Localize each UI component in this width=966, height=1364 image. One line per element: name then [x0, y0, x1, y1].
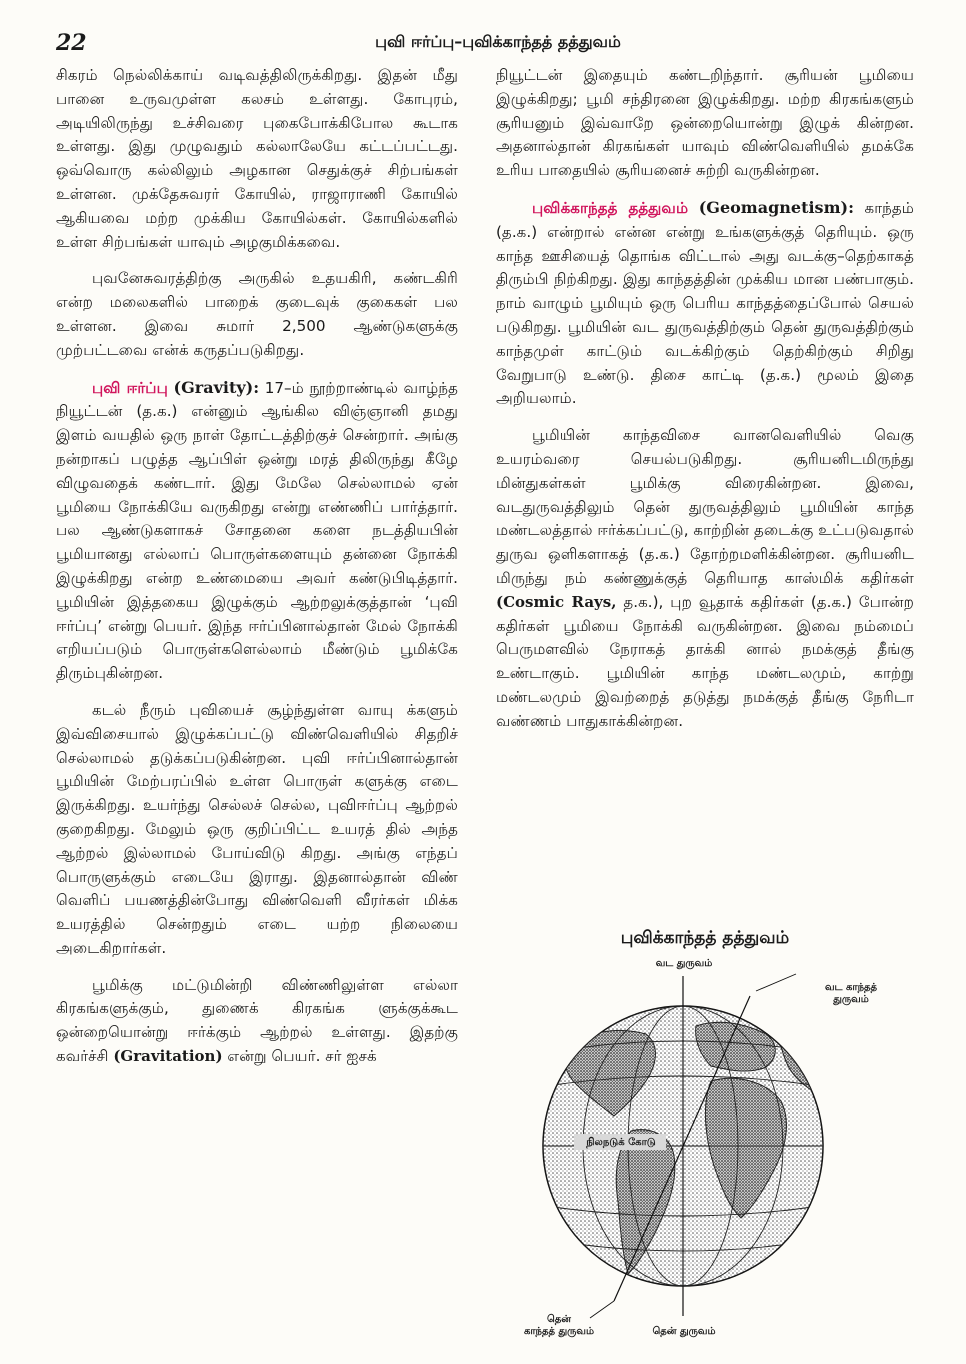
gravity-heading: புவி ஈர்ப்பு	[92, 378, 168, 397]
gravitation-term: (Gravitation)	[113, 1047, 223, 1066]
cosmic-rays-term: (Cosmic Rays,	[496, 592, 617, 611]
label-north-pole: வட துருவம்	[655, 958, 713, 969]
paragraph: சிகரம் நெல்லிக்காய் வடிவத்திலிருக்கிறது. இதன் மீது பானை உருவமுள்ள கலசம் உள்ளது. கோபுரம், அடியிலிருந்து உச்சிவரை புகைபோக்கிபோல கூடாக உள்ளது. இது முழுவதும் கல்லாலேயே கட்டப்பட்டது. ஒவ்வொரு கல்லிலும் அழகான செதுக்குச் சிற்பங்கள் உள்ளன. முக்தேசுவரர் கோயில், ராஜாராணி கோயில் ஆகியவை மற்ற முக்கிய கோயில்கள். கோயில்களில் உள்ள சிற்பங்கள் யாவும் அழகுமிக்கவை.	[56, 66, 458, 251]
gravity-section	[56, 376, 458, 686]
globe-illustration	[496, 956, 914, 1346]
label-line: காந்தத் துருவம்	[523, 1326, 595, 1337]
left-column	[56, 64, 458, 1082]
geomagnetism-text: காந்தம் (த.க.) என்றால் என்ன என்று உங்களுக்குத் தெரியும். ஒரு காந்த ஊசியைத் தொங்க விட்டால் அது வடக்கு–தெற்காகத் திரும்பி நிற்கிறது. இது காந்தத்தின் முக்கிய மான பண்பாகும். நாம் வாழும் பூமியும் ஒரு பெரிய காந்தத்தைப்போல் செயல் படுகிறது. பூமியின் வட துருவத்திற்கும் தென் துருவத்திற்கும் காந்தமுள் காட்டும் வடக்கிற்கும் தெற்கிற்கும் சிறிது வேறுபாடு உண்டு. திசை காட்டி (த.க.) மூலம் இதை அறியலாம்.	[496, 198, 915, 408]
paragraph	[56, 974, 458, 1069]
paragraph: கடல் நீரும் புவியைச் சூழ்ந்துள்ள வாயு க்களும் இவ்விசையால் இழுக்கப்பட்டு விண்வெளியில் சிதறிச் செல்லாமல் தடுக்கப்படுகின்றன. புவி ஈர்ப்பினால்தான் பூமியின் மேற்பரப்பில் உள்ள பொருள் களுக்கு எடை இருக்கிறது. உயர்ந்து செல்லச் செல்ல, புவிஈர்ப்பு ஆற்றல் குறைகிறது. மேலும் ஒரு குறிப்பிட்ட உயரத் தில் அந்த ஆற்றல் இல்லாமல் போய்விடு கிறது. அங்கு எந்தப் பொருளுக்கும் எடையே இராது. இதனால்தான் விண் வெளிப் பயணத்தின்போது விண்வெளி வீரர்கள் மிக்க உயரத்தில் சென்றதும் எடை யற்ற நிலையை அடைகிறார்கள்.	[56, 700, 458, 957]
figure-title: புவிக்காந்தத் தத்துவம்	[620, 928, 790, 948]
paragraph-text: பூமியின் காந்தவிசை வானவெளியில் வெகு உயரம்வரை செயல்படுகிறது. சூரியனிடமிருந்து மின்துகள்கள் பூமிக்கு விரைகின்றன. இவை, வடதுருவத்திலும் தென் துருவத்திலும் பூமியின் காந்த மண்டலத்தால் ஈர்க்கப்பட்டு, காற்றின் தடைக்கு உட்படுவதால் துருவ ஒளிகளாகத் (த.க.) தோற்றமளிக்கின்றன. சூரியனிட மிருந்து நம் கண்ணுக்குத் தெரியாத காஸ்மிக் கதிர்கள்	[496, 426, 914, 587]
running-title: புவி ஈர்ப்பு–புவிக்காந்தத் தத்துவம்	[375, 32, 621, 51]
paragraph-text: என்று பெயர். சர் ஐசக்	[227, 1047, 377, 1066]
label-south-pole: தென் துருவம்	[652, 1326, 716, 1337]
paragraph: நியூட்டன் இதையும் கண்டறிந்தார். சூரியன் பூமியை இழுக்கிறது; பூமி சந்திரனை இழுக்கிறது. மற்ற கிரகங்களும் சூரியனும் இவ்வாறே ஒன்றையொன்று இழுக் கின்றன. அதனால்தான் கிரகங்கள் யாவும் விண்வெளியில் தமக்கே உரிய பாதையில் சூரியனைச் சுற்றி வருகின்றன.	[496, 66, 914, 180]
geomagnetism-figure	[496, 926, 914, 1346]
gravity-text: 17–ம் நூற்றாண்டில் வாழ்ந்த நியூட்டன் (த.க.) என்னும் ஆங்கில விஞ்ஞானி தமது இளம் வயதில் ஒரு நாள் தோட்டத்திற்குச் சென்றார். அங்கு நன்றாகப் பழுத்த ஆப்பிள் ஒன்று மரத் திலிருந்து கீழே விழுவதைக் கண்டார். இது மேலே செல்லாமல் ஏன் பூமியை நோக்கியே வருகிறது என்று எண்ணிப் பார்த்தார். பல ஆண்டுகளாகச் சோதனை களை நடத்தியபின் பூமியானது எல்லாப் பொருள்களையும் தன்னை நோக்கி இழுக்கிறது என்ற உண்மையை அவர் கண்டுபிடித்தார். பூமியின் இத்தகைய இழுக்கும் ஆற்றலுக்குத்தான் ‘புவி ஈர்ப்பு’ என்று பெயர். இந்த ஈர்ப்பினால்தான் மேல் நோக்கி எறியப்படும் பொருள்களெல்லாம் மீண்டும் பூமிக்கே திரும்புகின்றன.	[56, 378, 459, 683]
gravity-heading-english: (Gravity):	[173, 377, 260, 397]
paragraph	[496, 424, 914, 733]
label-north-magnetic-pole	[818, 982, 884, 1006]
label-south-magnetic-pole	[514, 1314, 604, 1338]
label-line: துருவம்	[833, 994, 869, 1005]
paragraph-text: த.க.), புற வூதாக் கதிர்கள் (த.க.) போன்ற கதிர்கள் பூமியை நோக்கி வருகின்றன. இவை நம்மைப் பெருமளவில் நேராகத் தாக்கி னால் நமக்குத் தீங்கு உண்டாகும். பூமியின் காந்த மண்டலமும், காற்று மண்டலமும் இவற்றைத் தடுத்து நமக்குத் தீங்கு நேரிடா வண்ணம் பாதுகாக்கின்றன.	[496, 592, 914, 730]
label-line: தென்	[547, 1314, 571, 1325]
paragraph-text: பூமிக்கு மட்டுமின்றி விண்ணிலுள்ள எல்லா கிரகங்களுக்கும், துணைக் கிரகங்க ளுக்குக்கூட ஒன்றையொன்று ஈர்க்கும் ஆற்றல் உள்ளது. இதற்கு கவர்ச்சி	[56, 975, 458, 1066]
geomagnetism-heading-english: (Geomagnetism):	[698, 197, 854, 217]
paragraph: புவனேசுவரத்திற்கு அருகில் உதயகிரி, கண்டகிரி என்ற மலைகளில் பாறைக் குடைவுக் குகைகள் பல உள்ளன. இவை சுமார் 2,500 ஆண்டுகளுக்கு முற்பட்டவை என்க் கருதப்படுகிறது.	[56, 269, 458, 359]
page-header	[48, 24, 928, 60]
geomagnetism-heading: புவிக்காந்தத் தத்துவம்	[532, 198, 689, 217]
page-number: 22	[56, 30, 87, 56]
north-magnetic-pointer	[756, 974, 796, 991]
geomagnetism-section	[496, 196, 914, 411]
label-equator: நிலநடுக் கோடு	[586, 1137, 656, 1148]
label-line: வட காந்தத்	[824, 982, 878, 993]
right-column	[496, 64, 914, 747]
